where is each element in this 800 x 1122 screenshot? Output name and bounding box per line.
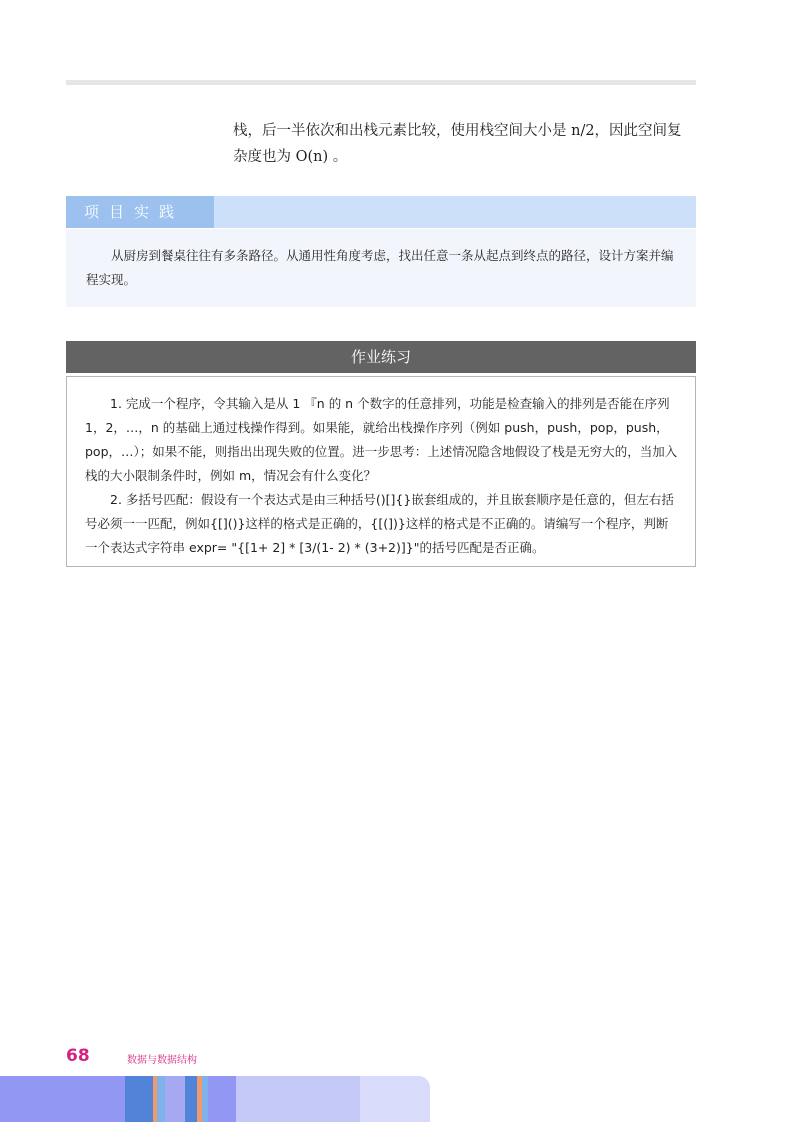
homework-section-body (66, 376, 696, 567)
page-number: 68 (66, 1046, 90, 1066)
footer-decoration (0, 1076, 430, 1122)
homework-item-1: 1. 完成一个程序，令其输入是从 1 『n 的 n 个数字的任意排列，功能是检查输入的排列是否能在序列 1，2，…，n 的基础上通过栈操作得到。如果能，就给出栈操作序列（例如 push，push，pop，push，pop，…）；如果不能，则指出出现失败的位置。进一步思考：上述情况隐含地假设了栈是无穷大的，当加入栈的大小限制条件时，例如 m，情况会有什么变化？ (85, 396, 678, 483)
homework-section-title: 作业练习 (66, 341, 696, 373)
homework-item-2: 2. 多括号匹配：假设有一个表达式是由三种括号()[]{}嵌套组成的，并且嵌套顺序是任意的，但左右括号必须一一匹配，例如{[]()}这样的格式是正确的，{[(])}这样的格式是不正确的。请编写一个程序，判断一个表达式字符串 expr= "{[1+ 2] * [3/(1- 2) * (3+2)]}"的括号匹配是否正确。 (85, 492, 674, 555)
continued-paragraph: 栈，后一半依次和出栈元素比较，使用栈空间大小是 n/2，因此空间复杂度也为 O(n) 。 (233, 123, 682, 165)
project-section-body: 从厨房到餐桌往往有多条路径。从通用性角度考虑，找出任意一条从起点到终点的路径，设计方案并编程实现。 (66, 229, 696, 307)
book-title: 数据与数据结构 (127, 1055, 197, 1066)
project-section-header (66, 196, 696, 228)
top-divider (66, 80, 696, 85)
project-section-title: 项目实践 (66, 196, 214, 228)
